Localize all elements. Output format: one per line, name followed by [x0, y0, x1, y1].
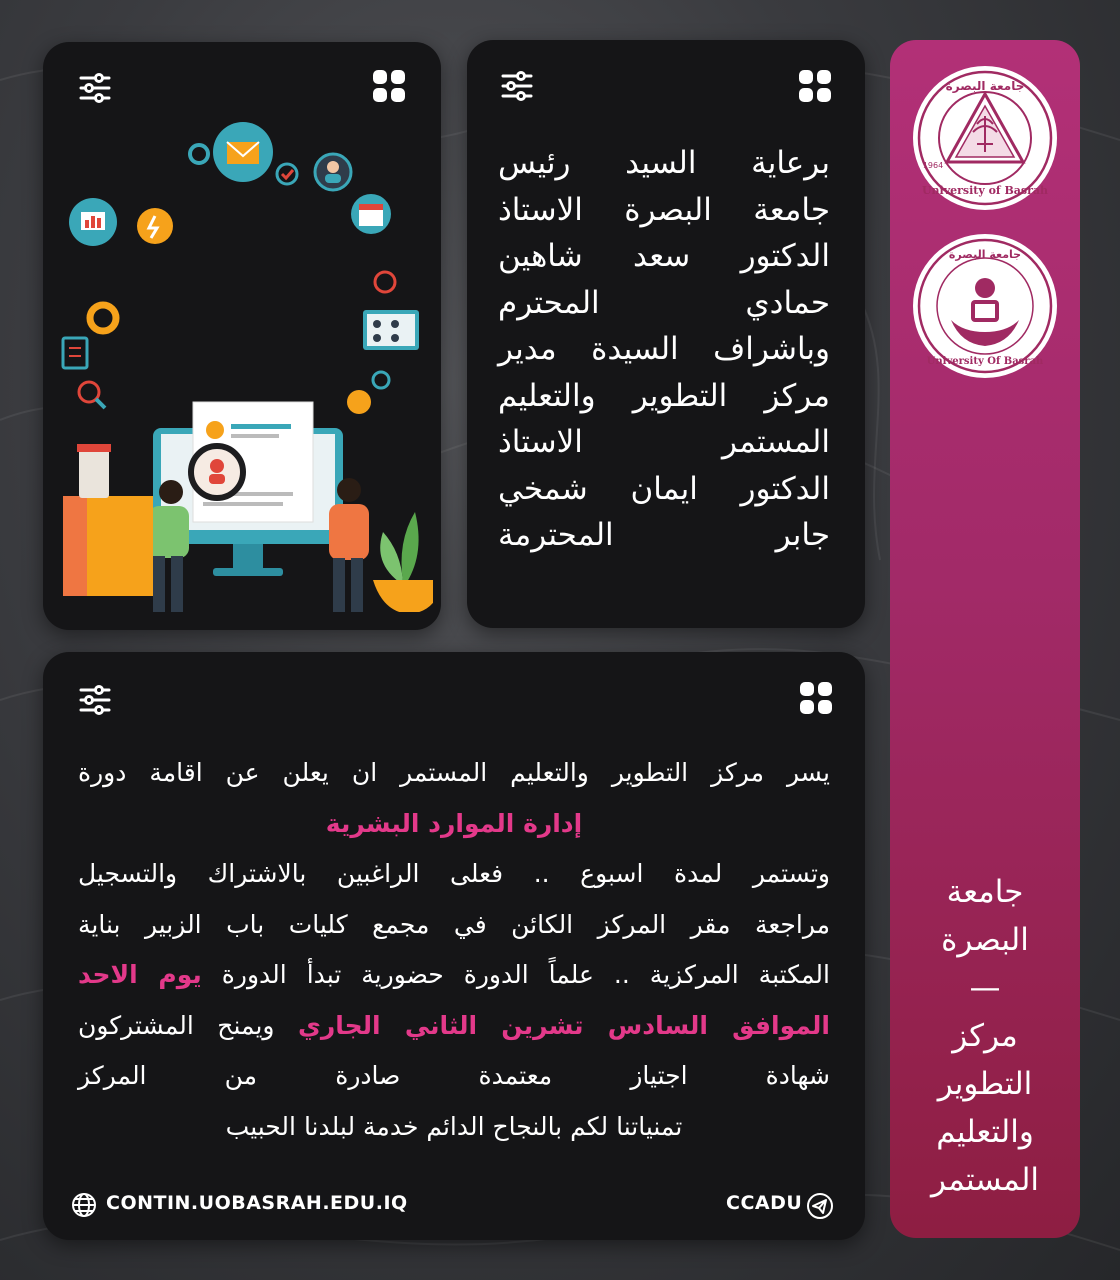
grid-icon[interactable] [800, 682, 832, 714]
announcement-line: يسر مركز التطوير والتعليم المستمر ان يعلن عن اقامة دورة [78, 758, 830, 787]
announcement-text [78, 748, 830, 1152]
sliders-icon[interactable] [79, 684, 111, 716]
grid-icon[interactable] [799, 70, 831, 102]
coin-icon [347, 390, 371, 414]
start-day-highlight: المكتبة المركزية .. علماً الدورة حضورية تبدأ الدورة [221, 960, 830, 989]
clipboard-icon [63, 338, 87, 368]
clock-icon [375, 272, 395, 292]
sidebar-line: البصرة [941, 922, 1029, 958]
sidebar-line: مركز [952, 1018, 1018, 1054]
telegram-icon[interactable] [806, 1192, 834, 1220]
books [63, 496, 87, 596]
sliders-icon[interactable] [501, 70, 533, 102]
sidebar-separator: — [969, 970, 1001, 1006]
brand-handle[interactable]: CCADU [726, 1192, 803, 1214]
announcement-line: شهادة اجتياز معتمدة صادرة من المركز [78, 1061, 830, 1090]
sponsor-text [498, 140, 830, 559]
start-date: الموافق السادس تشرين الثاني الجاري [297, 1010, 830, 1040]
sidebar-line: التطوير [937, 1066, 1033, 1102]
coffee-cup [79, 448, 109, 498]
sidebar-line: والتعليم [936, 1114, 1034, 1150]
check-icon [277, 164, 297, 184]
sponsor-line: جابر المحترمة [498, 517, 830, 553]
university-seal-logo [911, 64, 1059, 212]
sponsor-line: المستمر الاستاذ [498, 424, 830, 460]
sidebar-title [905, 868, 1065, 1204]
hr-recruitment-illustration [53, 112, 433, 612]
website-link[interactable]: CONTIN.UOBASRAH.EDU.IQ [106, 1192, 408, 1214]
center-seal-caption-ar: جامعة البصرة [948, 248, 1022, 261]
sponsor-line: برعاية السيد رئيس [498, 145, 830, 181]
announcement-line [78, 1001, 830, 1052]
globe-icon [71, 1192, 97, 1218]
participants-text: ويمنح المشتركون [78, 1010, 275, 1040]
person-left [149, 506, 189, 558]
announcement-line [78, 950, 830, 1001]
announcement-line: وتستمر لمدة اسبوع .. فعلى الراغبين بالاشتراك والتسجيل [78, 859, 830, 888]
center-seal-logo [911, 232, 1059, 380]
plant [380, 532, 403, 582]
sponsor-line: وباشراف السيدة مدير [498, 331, 830, 367]
seal-caption-ar: جامعة البصرة [945, 79, 1025, 93]
lightbulb-icon [137, 208, 173, 244]
seal-caption-en: University of Basrah [921, 184, 1049, 197]
sponsor-line: حمادي المحترم [498, 284, 830, 321]
sponsor-line: مركز التطوير والتعليم [498, 377, 830, 414]
person-right [329, 504, 369, 560]
seal-year: 1964 [922, 161, 944, 170]
pie-icon [90, 305, 116, 331]
sponsor-line: جامعة البصرة الاستاذ [498, 191, 830, 228]
announcement-line: مراجعة مقر المركز الكائن في مجمع كليات باب الزبير بناية [78, 909, 830, 939]
sliders-icon[interactable] [79, 72, 111, 104]
sidebar-line: جامعة [946, 874, 1024, 910]
course-title: إدارة الموارد البشرية [325, 808, 583, 838]
illustration-card [43, 42, 441, 630]
sponsor-line: الدكتور سعد شاهين [498, 238, 830, 274]
sponsor-line: الدكتور ايمان شمخي [498, 470, 830, 507]
grid-icon[interactable] [373, 70, 405, 102]
sidebar-line: المستمر [930, 1162, 1039, 1198]
center-seal-caption-en: University Of Basrah [926, 356, 1044, 367]
closing-line: تمنياتنا لكم بالنجاح الدائم خدمة لبلدنا الحبيب [225, 1111, 683, 1141]
start-day: يوم الاحد [78, 960, 202, 989]
gear-icon [190, 145, 208, 163]
